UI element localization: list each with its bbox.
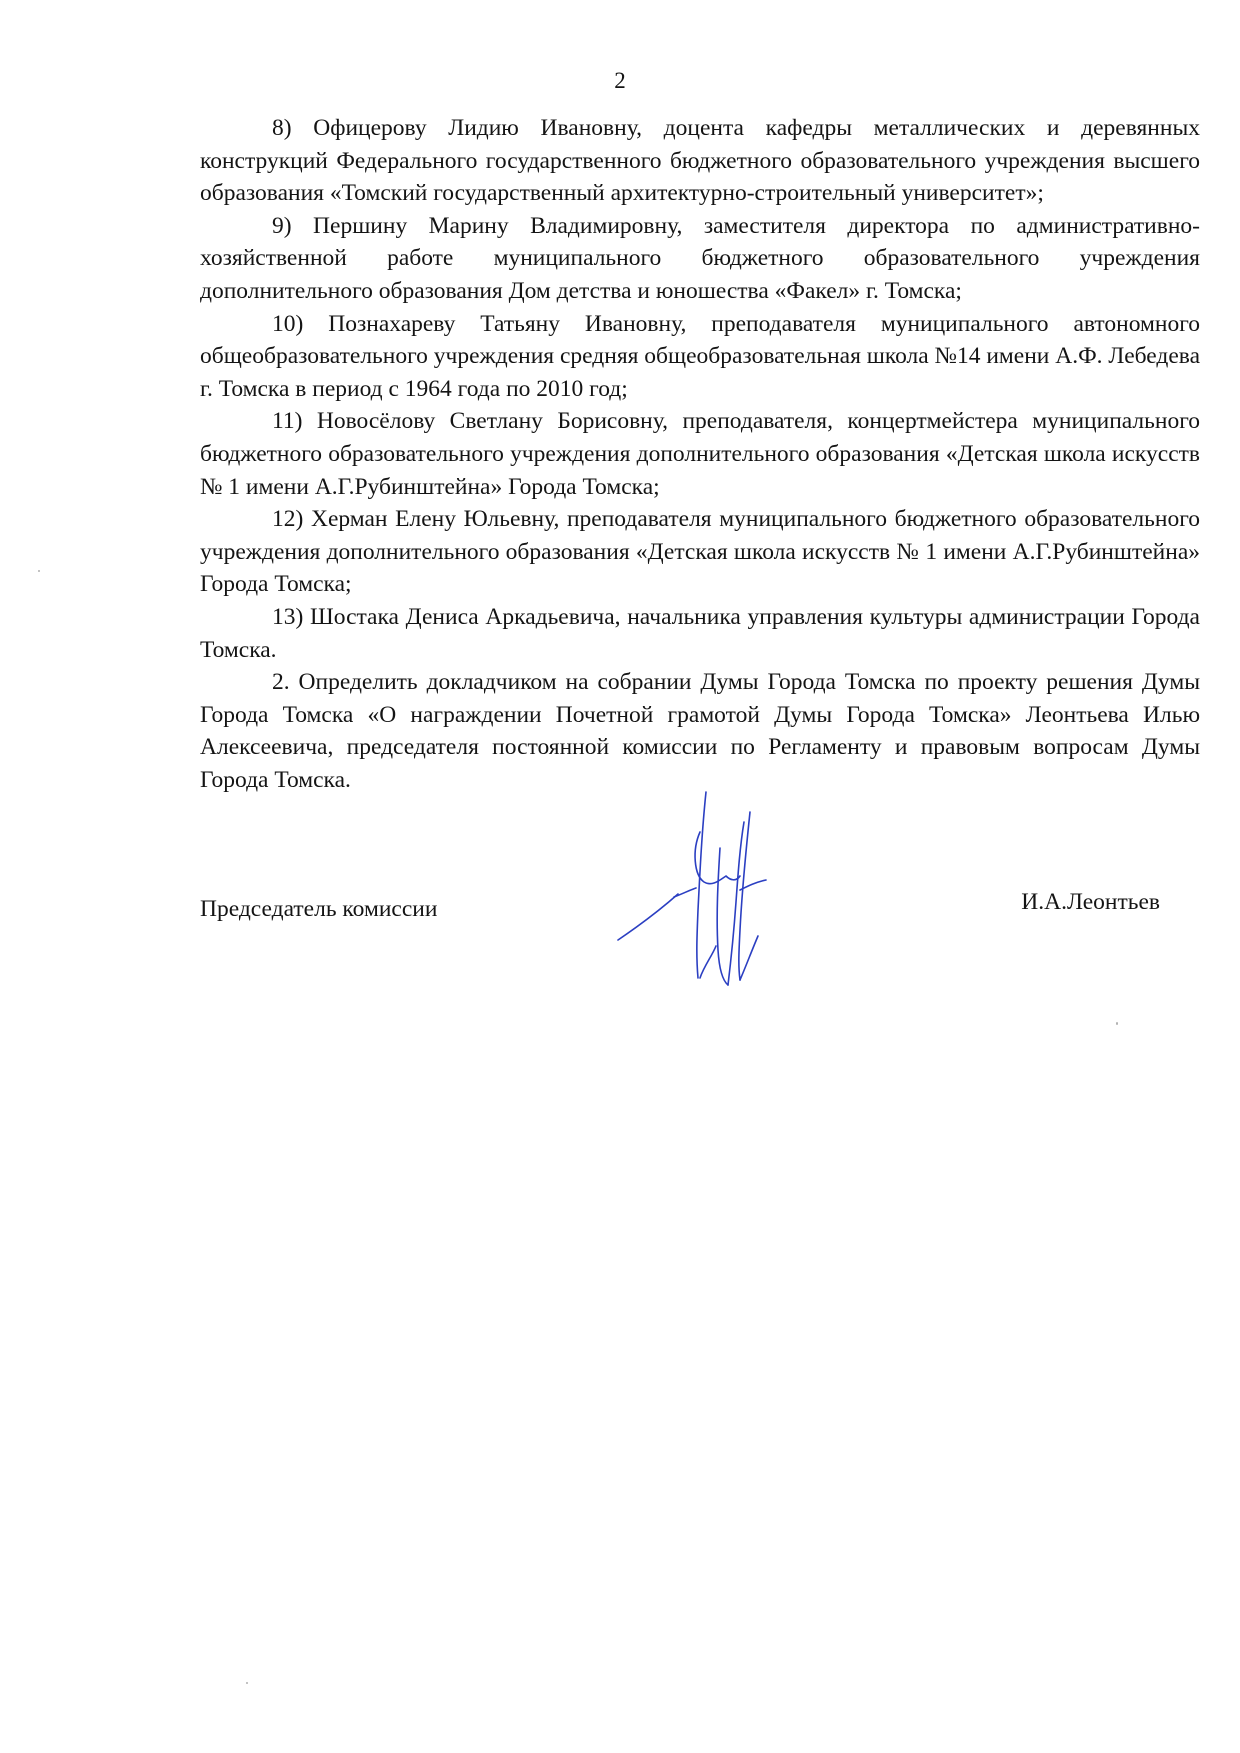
paragraph-item-10: 10) Познахареву Татьяну Ивановну, преподавателя муниципального автономного общеобразовательного учреждения средняя общеобразовательная школа №14 имени А.Ф. Лебедева г. Томска в период с 1964 года по 2010 год; — [200, 310, 1201, 402]
paragraph-item-13: 13) Шостака Дениса Аркадьевича, начальника управления культуры администрации Города Томска. — [200, 603, 1200, 663]
scan-speck — [1116, 1022, 1118, 1025]
paragraph-item-11: 11) Новосёлову Светлану Борисовну, преподавателя, концертмейстера муниципального бюджетного образовательного учреждения дополнительного образования «Детская школа искусств № 1 имени А.Г.Рубинштейна» Города Томска; — [200, 408, 1200, 500]
page-number: 2 — [614, 68, 626, 93]
document-body — [200, 112, 1200, 796]
scan-speck — [246, 1682, 248, 1684]
signatory-name: И.А.Леонтьев — [1021, 889, 1160, 915]
paragraph-item-8: 8) Офицерову Лидию Ивановну, доцента кафедры металлических и деревянных конструкций Федерального государственного бюджетного образовательного учреждения высшего образования «Томский государственный архитектурно-строительный университет»; — [200, 115, 1200, 207]
paragraph-speaker-assignment: 2. Определить докладчиком на собрании Думы Города Томска по проекту решения Думы Города Томска «О награждении Почетной грамотой Думы Города Томска» Леонтьева Илью Алексеевича, председателя постоянной комиссии по Регламенту и правовым вопросам Думы Города Томска. — [200, 669, 1200, 793]
signatory-position: Председатель комиссии — [200, 896, 438, 922]
handwritten-signature — [600, 790, 840, 990]
paragraph-item-9: 9) Першину Марину Владимировну, заместителя директора по административно-хозяйственной работе муниципального бюджетного образовательного учреждения дополнительного образования Дом детства и юношества «Факел» г. Томска; — [200, 212, 1200, 304]
paragraph-item-12: 12) Херман Елену Юльевну, преподавателя муниципального бюджетного образовательного учреждения дополнительного образования «Детская школа искусств № 1 имени А.Г.Рубинштейна» Города Томска; — [200, 506, 1200, 598]
scan-speck — [38, 570, 40, 572]
